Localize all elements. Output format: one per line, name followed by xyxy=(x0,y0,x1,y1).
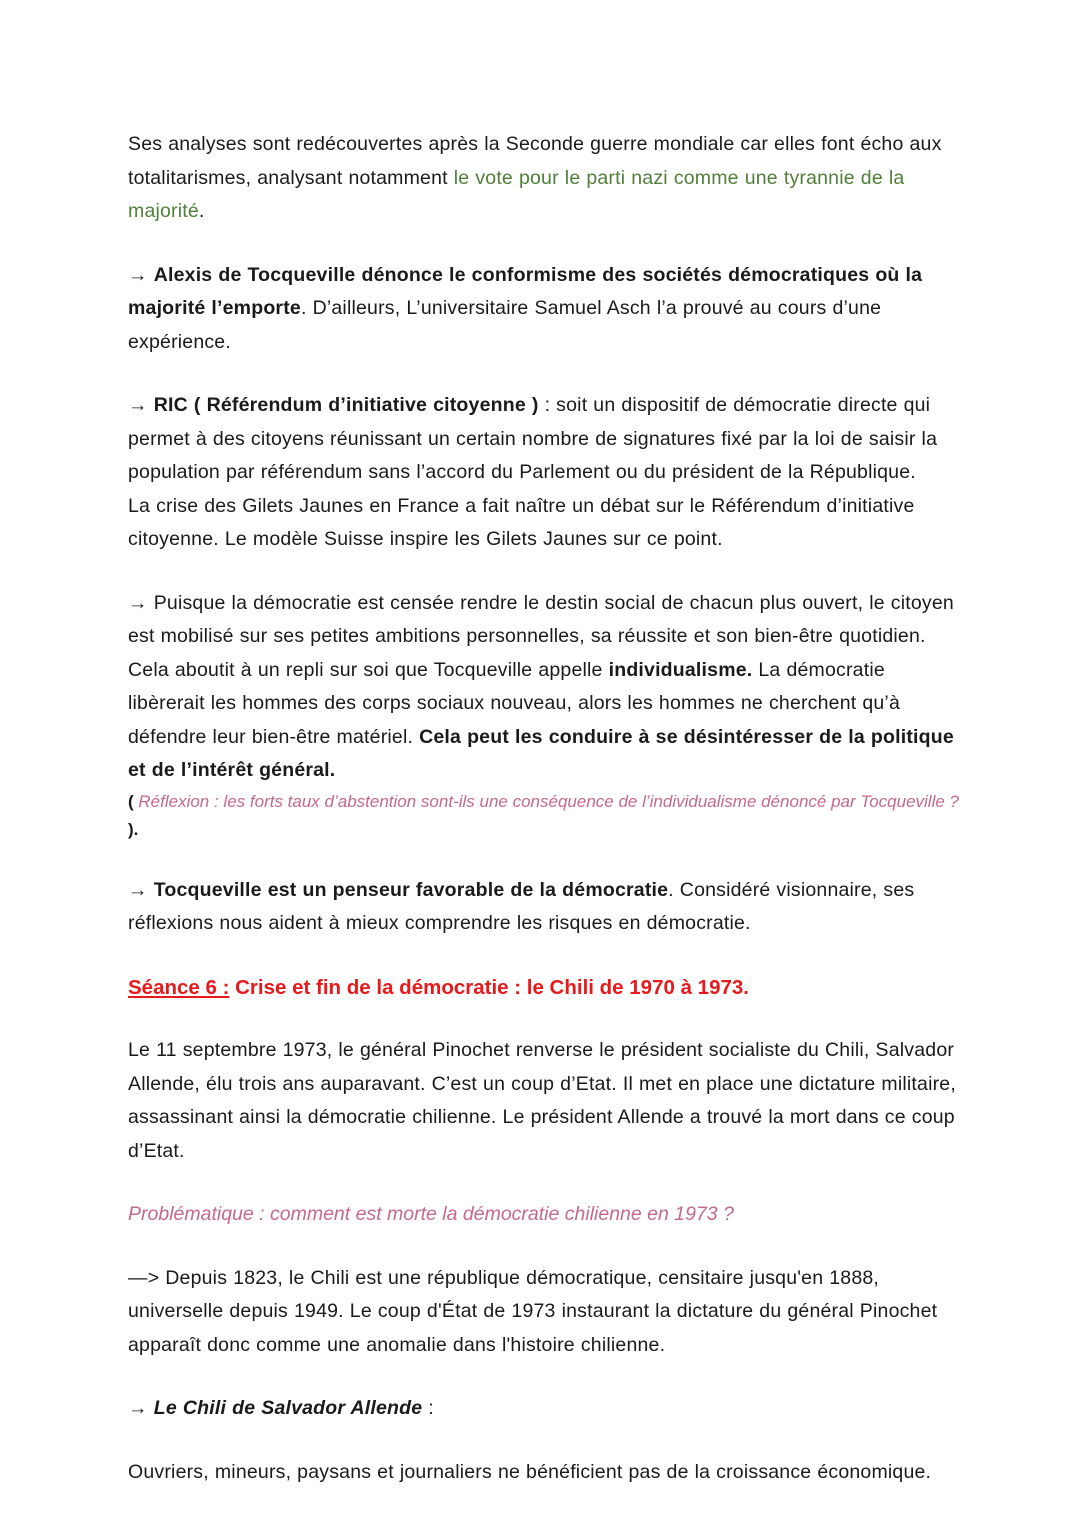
green-highlight-nazi-vote: le vote pour le parti nazi comme une tyrannie de la majorité xyxy=(128,166,905,222)
problematique-text: Problématique : comment est morte la démocratie chilienne en 1973 ? xyxy=(128,1203,734,1225)
subheading-chili-allende xyxy=(128,1392,963,1426)
arrow-icon: → xyxy=(128,263,148,286)
paragraph-text-segment: La crise des Gilets Jaunes en France a fait naître un débat sur le Référendum d’initiative citoyenne. Le modèle Suisse inspire les Gilets Jaunes sur ce point. xyxy=(128,494,915,550)
paragraph-text-segment: Ouvriers, mineurs, paysans et journaliers ne bénéficient pas de la croissance économique. xyxy=(128,1460,932,1483)
heading-seance-title: Crise et fin de la démocratie : le Chili de 1970 à 1973. xyxy=(229,975,749,999)
paragraph-coup-etat-1973 xyxy=(128,1034,963,1168)
heading-seance-6 xyxy=(128,971,963,1005)
paragraph-chili-republique xyxy=(128,1262,963,1363)
paragraph-ouvriers-croissance xyxy=(128,1456,963,1490)
document-body xyxy=(128,128,963,1489)
paragraph-tocqueville-rediscovery xyxy=(128,128,963,229)
paragraph-text-segment: : soit un dispositif de démocratie directe qui permet à des citoyens réunissant un certain nombre de signatures fixé par la loi de saisir la population par référendum sans l’accord du Parlement ou du président de la République. xyxy=(128,394,938,483)
paragraph-text-segment: . D’ailleurs, L’universitaire Samuel Asch l’a prouvé au cours d’une expérience. xyxy=(128,297,882,353)
bold-conclusion-desinteressement: Cela peut les conduire à se désintéresser de la politique et de l’intérêt général. xyxy=(128,725,954,781)
subheading-colon: : xyxy=(422,1397,434,1419)
paragraph-penseur-favorable xyxy=(128,874,963,941)
annotation-open-paren: ( xyxy=(128,791,139,811)
paragraph-text-segment: Puisque la démocratie est censée rendre le destin social de chacun plus ouvert, le citoyen est mobilisé sur ses petites ambitions personnelles, sa réussite et son bien-être quotidien. Cela aboutit à un repli sur soi que Tocqueville appelle xyxy=(128,591,954,681)
bold-term-ric: RIC ( Référendum d’initiative citoyenne ) xyxy=(153,394,539,416)
arrow-icon: → xyxy=(128,1397,148,1419)
annotation-reflexion xyxy=(128,788,963,844)
subheading-label: Le Chili de Salvador Allende xyxy=(153,1397,423,1419)
heading-seance-label: Séance 6 : xyxy=(128,975,230,999)
paragraph-individualisme xyxy=(128,587,963,788)
paragraph-text-segment: La démocratie libèrerait les hommes des corps sociaux nouveau, alors les hommes ne cherchent qu’à défendre leur bien-être matériel. xyxy=(128,658,900,748)
paragraph-text-segment-end: . xyxy=(198,200,205,222)
paragraph-problematique xyxy=(128,1198,963,1232)
bold-lead-penseur-favorable: Tocqueville est un penseur favorable de la démocratie xyxy=(153,878,669,901)
paragraph-text-segment: Ses analyses sont redécouvertes après la Seconde guerre mondiale car elles font écho aux totalitarismes, analysant notamment xyxy=(128,133,942,189)
paragraph-text-segment: . Considéré visionnaire, ses réflexions nous aident à mieux comprendre les risques en démocratie. xyxy=(128,878,915,934)
paragraph-ric-definition xyxy=(128,389,963,490)
paragraph-conformisme xyxy=(128,259,963,360)
arrow-icon: → xyxy=(128,591,148,614)
annotation-close-paren: ). xyxy=(128,819,139,839)
bold-term-individualisme: individualisme. xyxy=(608,658,753,681)
annotation-reflexion-text: Réflexion : les forts taux d’abstention sont-ils une conséquence de l’individualisme dénoncé par Tocqueville ? xyxy=(138,791,959,811)
paragraph-text-segment: Depuis 1823, le Chili est une république démocratique, censitaire jusqu'en 1888, universelle depuis 1949. Le coup d'État de 1973 instaurant la dictature du général Pinochet apparaît donc comme une anomalie dans l'histoire chilienne. xyxy=(128,1266,938,1356)
paragraph-text-segment: Le 11 septembre 1973, le général Pinochet renverse le président socialiste du Chili, Salvador Allende, élu trois ans auparavant. C’est un coup d’Etat. Il met en place une dictature militaire, assassinant ainsi la démocratie chilienne. Le président Allende a trouvé la mort dans ce coup d’Etat. xyxy=(128,1039,956,1162)
bold-lead-conformisme: Alexis de Tocqueville dénonce le conformisme des sociétés démocratiques où la majorité l’emporte xyxy=(128,263,923,319)
arrow-icon: → xyxy=(128,394,148,416)
long-arrow-marker-icon: —> xyxy=(128,1266,166,1289)
paragraph-gilets-jaunes xyxy=(128,490,963,557)
arrow-icon: → xyxy=(128,878,148,901)
